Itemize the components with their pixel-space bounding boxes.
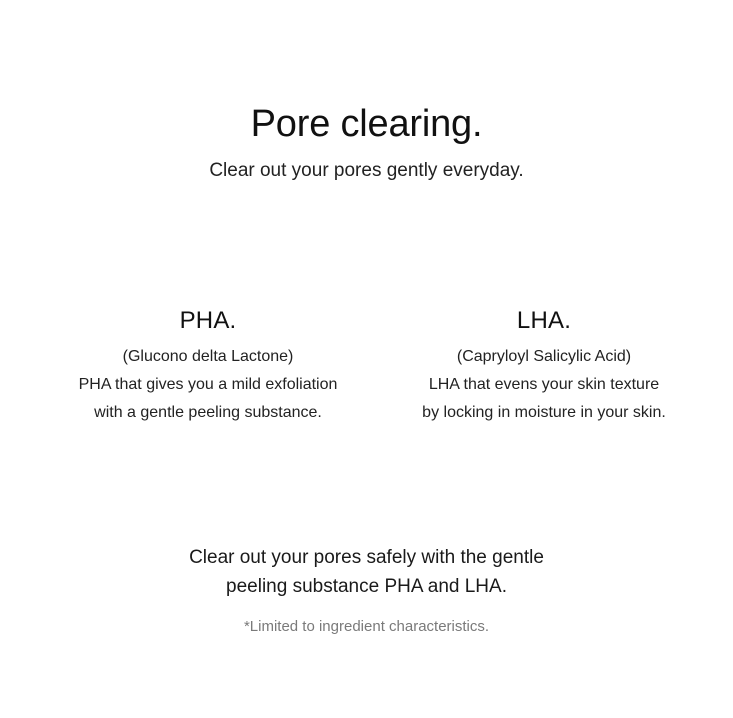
ingredient-lha (384, 305, 704, 427)
page-subtitle: Clear out your pores gently everyday. (209, 160, 524, 181)
closing-line: Clear out your pores safely with the gentle (189, 547, 544, 568)
closing-line: peeling substance PHA and LHA. (226, 576, 507, 597)
ingredient-full-name: (Glucono delta Lactone) (122, 348, 294, 365)
page-title: Pore clearing. (250, 103, 483, 145)
ingredient-description-line: by locking in moisture in your skin. (422, 404, 666, 421)
ingredient-description-line: PHA that gives you a mild exfoliation (78, 376, 338, 393)
closing-statement (0, 543, 733, 601)
ingredient-description-line: LHA that evens your skin texture (428, 376, 660, 393)
ingredient-name: PHA. (179, 307, 237, 334)
disclaimer-footnote: *Limited to ingredient characteristics. (243, 618, 490, 635)
ingredient-pha (48, 305, 368, 427)
ingredient-description-line: with a gentle peeling substance. (94, 404, 322, 421)
ingredient-name: LHA. (516, 307, 572, 334)
ingredient-full-name: (Capryloyl Salicylic Acid) (456, 348, 632, 365)
